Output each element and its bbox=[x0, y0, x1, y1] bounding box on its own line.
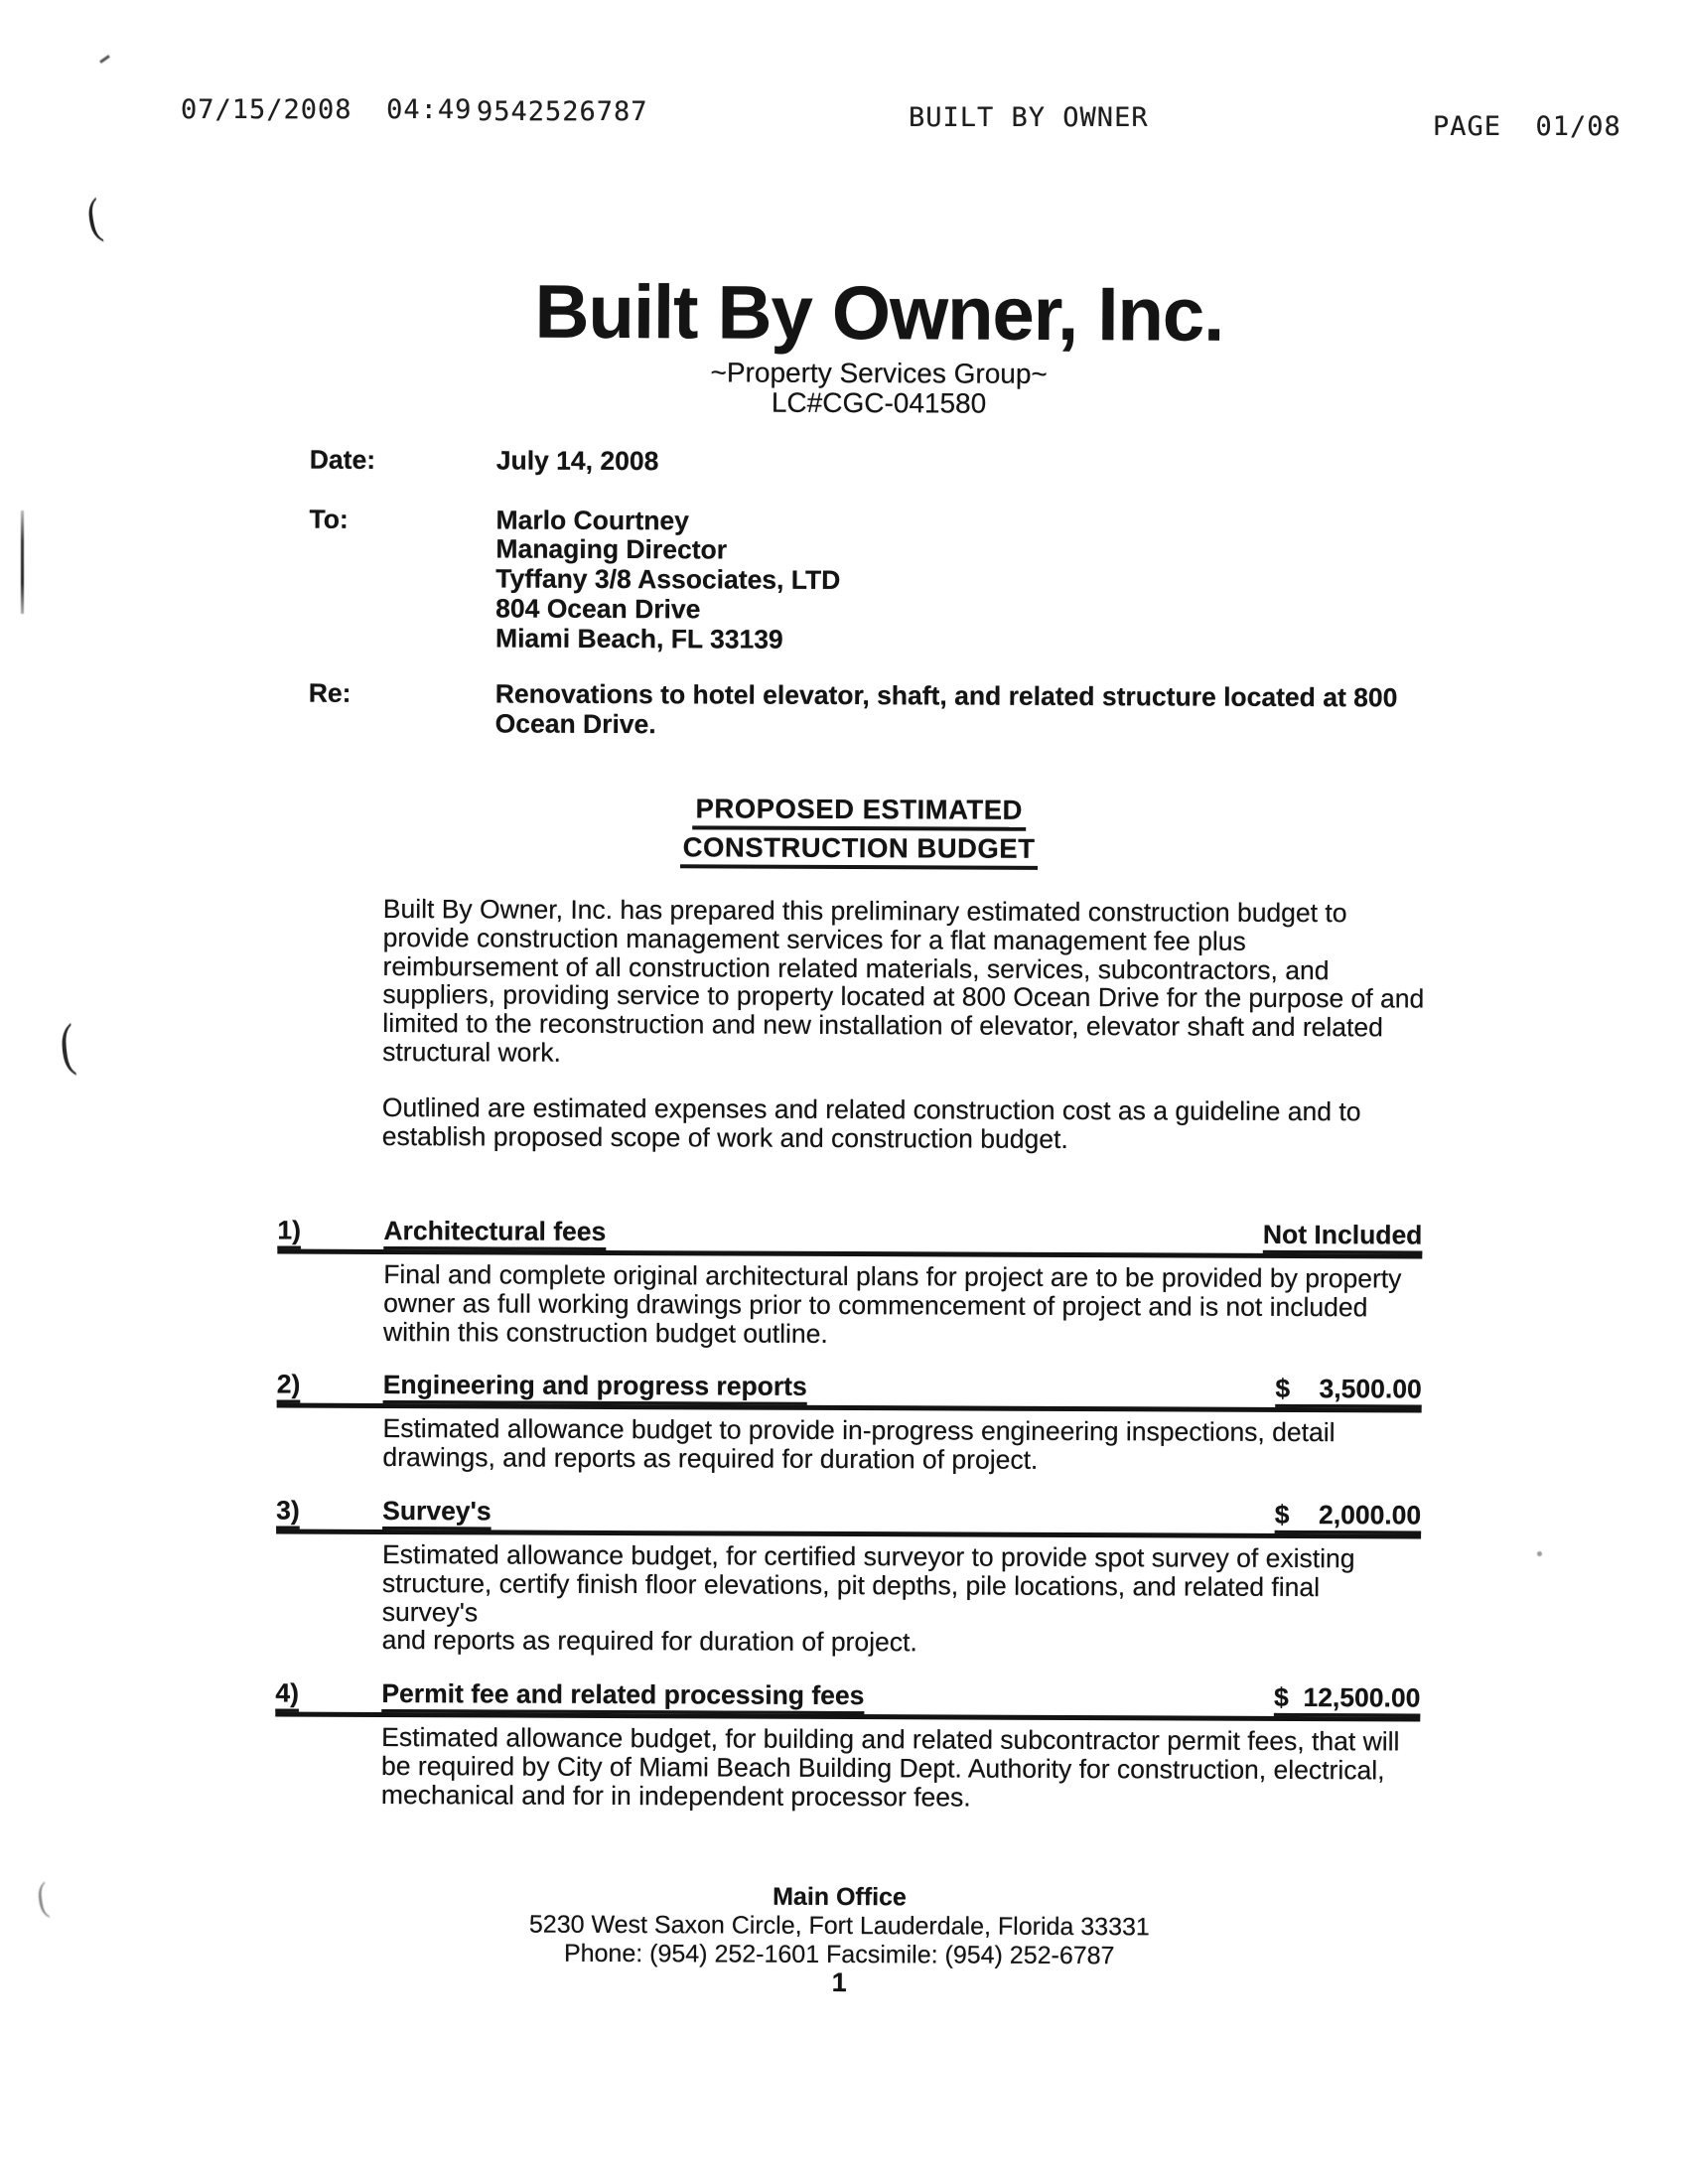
fax-sender-name: BUILT BY OWNER bbox=[909, 102, 1149, 133]
budget-item bbox=[277, 1215, 1423, 1351]
item-description: Estimated allowance budget, for certified surveyor to provide spot survey of existing structure, certify finish floor elevations, pit depths, pile locations, and related final survey's and reports as required for duration of project. bbox=[381, 1538, 1355, 1658]
fax-station-number: 9542526787 bbox=[477, 96, 648, 127]
item-description: Estimated allowance budget to provide in-progress engineering inspections, detail drawings, and reports as required for duration of project. bbox=[382, 1413, 1336, 1476]
intro-paragraph: Built By Owner, Inc. has prepared this preliminary estimated construction budget to provide construction management services for a flat management fee plus reimbursement of all construction related materials, services, subcontractors, and suppliers, providing service to property located at 800 Ocean Drive for the purpose of and limited to the reconstruction and new installation of elevator, elevator shaft and related structural work. bbox=[382, 893, 1425, 1068]
item-description: Estimated allowance budget, for building and related subcontractor permit fees, that will be required by City of Miami Beach Building Dept. Authority for construction, electrical, mechanical and for in independent processor fees. bbox=[380, 1722, 1400, 1813]
page-number: 1 bbox=[831, 1966, 847, 1998]
letter-meta-block bbox=[309, 446, 1462, 744]
item-amount: $ 3,500.00 bbox=[1275, 1374, 1422, 1404]
fax-page-counter: PAGE 01/08 bbox=[1433, 111, 1621, 142]
intro-paragraphs bbox=[382, 895, 1438, 1182]
letter-footer bbox=[0, 1879, 1684, 1972]
recipient-address: Marlo Courtney Managing Director Tyffany 3/8 Associates, LTD 804 Ocean Drive Miami Beach, FL 33139 bbox=[494, 505, 841, 655]
item-number: 4) bbox=[275, 1677, 300, 1708]
intro-paragraph: Outlined are estimated expenses and related construction cost as a guideline and to establish proposed scope of work and construction budget. bbox=[381, 1092, 1361, 1154]
company-name: Built By Owner, Inc. bbox=[534, 269, 1224, 358]
fax-datetime: 07/15/2008 04:49 bbox=[181, 94, 473, 125]
letterhead bbox=[2, 270, 1688, 421]
date-row bbox=[310, 446, 1462, 481]
item-number: 1) bbox=[277, 1215, 302, 1245]
title-line-1: PROPOSED ESTIMATED bbox=[693, 794, 1027, 830]
budget-item bbox=[275, 1677, 1421, 1814]
recipient-row bbox=[309, 505, 1462, 657]
budget-item bbox=[276, 1369, 1422, 1477]
item-label: Survey's bbox=[382, 1495, 492, 1527]
budget-items-list bbox=[275, 1215, 1423, 1815]
footer-office-title: Main Office bbox=[773, 1882, 907, 1912]
budget-item-heading bbox=[276, 1369, 1422, 1413]
subject-row bbox=[309, 679, 1461, 743]
item-label: Engineering and progress reports bbox=[382, 1370, 807, 1402]
document-title bbox=[0, 790, 1688, 874]
company-tagline: ~Property Services Group~ bbox=[710, 357, 1048, 389]
footer-address: 5230 West Saxon Circle, Fort Lauderdale, Florida 33331 bbox=[528, 1910, 1150, 1942]
item-label: Architectural fees bbox=[383, 1215, 607, 1246]
item-amount: $ 12,500.00 bbox=[1273, 1682, 1421, 1713]
budget-item-heading bbox=[275, 1677, 1421, 1722]
license-number: LC#CGC-041580 bbox=[771, 386, 987, 419]
date-value: July 14, 2008 bbox=[495, 445, 659, 477]
budget-item-heading bbox=[277, 1215, 1423, 1259]
footer-phone: Phone: (954) 252-1601 Facsimile: (954) 252-6787 bbox=[563, 1939, 1115, 1970]
budget-item bbox=[276, 1497, 1422, 1659]
date-label: Date: bbox=[309, 444, 376, 475]
item-label: Permit fee and related processing fees bbox=[381, 1678, 865, 1711]
item-description: Final and complete original architectural plans for project are to be provided by property owner as full working drawings prior to commencement of project and is not included within this construction budget outline. bbox=[382, 1258, 1402, 1349]
to-label: To: bbox=[309, 504, 349, 534]
item-number: 2) bbox=[276, 1369, 301, 1400]
re-label: Re: bbox=[308, 677, 352, 709]
item-amount: Not Included bbox=[1262, 1219, 1423, 1250]
subject-text: Renovations to hotel elevator, shaft, and related structure located at 800 Ocean Drive. bbox=[494, 678, 1398, 740]
budget-item-heading bbox=[276, 1497, 1421, 1538]
item-amount: $ 2,000.00 bbox=[1274, 1499, 1422, 1530]
title-line-2: CONSTRUCTION BUDGET bbox=[680, 832, 1039, 870]
item-number: 3) bbox=[276, 1495, 300, 1526]
